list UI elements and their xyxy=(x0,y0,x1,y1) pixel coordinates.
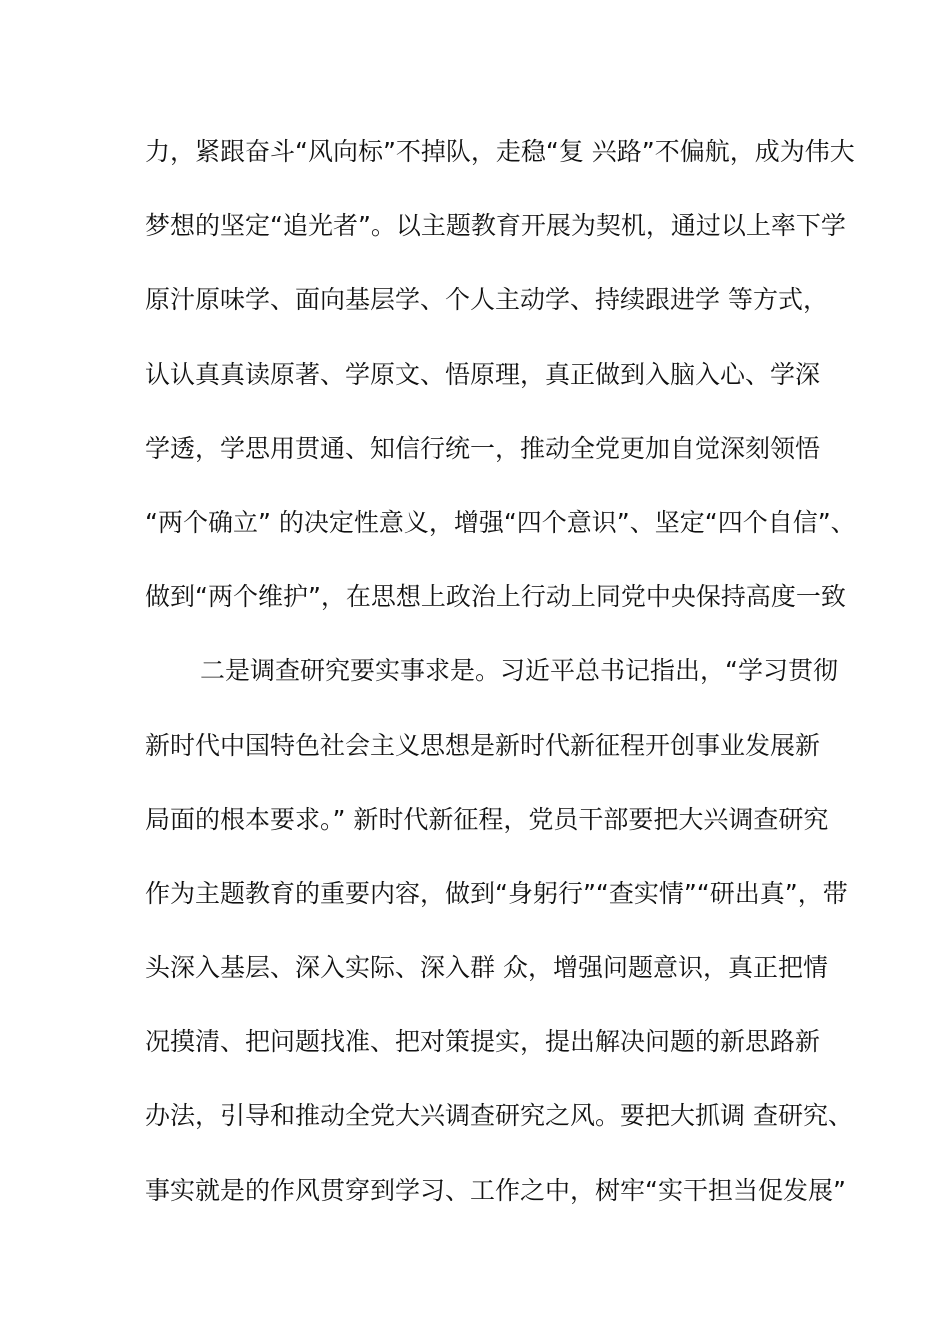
text-line: “两个确立” 的决定性意义，增强“四个意识”、坚定“四个自信”、 xyxy=(145,507,856,537)
text-line: 况摸清、把问题找准、把对策提实，提出解决问题的新思路新 xyxy=(145,1027,821,1057)
text-line: 学透，学思用贯通、知信行统一，推动全党更加自觉深刻领悟 xyxy=(145,433,821,463)
text-line: 办法，引导和推动全党大兴调查研究之风。要把大抓调 查研究、 xyxy=(145,1101,853,1131)
text-line: 头深入基层、深入实际、深入群 众，增强问题意识，真正把情 xyxy=(145,953,828,983)
text-line: 做到“两个维护”，在思想上政治上行动上同党中央保持高度一致 xyxy=(145,582,846,612)
text-line: 新时代中国特色社会主义思想是新时代新征程开创事业发展新 xyxy=(145,730,821,760)
text-line: 局面的根本要求。” 新时代新征程，党员干部要把大兴调查研究 xyxy=(145,804,829,834)
text-line: 认认真真读原著、学原文、悟原理，真正做到入脑入心、学深 xyxy=(145,359,821,389)
paragraph-start-line: 二是调查研究要实事求是。习近平总书记指出，“学习贯彻 xyxy=(200,656,838,686)
text-line: 原汁原味学、面向基层学、个人主动学、持续跟进学 等方式， xyxy=(145,285,828,315)
text-line: 力，紧跟奋斗“风向标”不掉队，走稳“复 兴路”不偏航，成为伟大 xyxy=(145,137,855,166)
text-line: 事实就是的作风贯穿到学习、工作之中，树牢“实干担当促发展” xyxy=(145,1175,846,1205)
text-line: 梦想的坚定“追光者”。以主题教育开展为契机，通过以上率下学 xyxy=(145,211,846,241)
text-line: 作为主题教育的重要内容，做到“身躬行”“查实情”“研出真”，带 xyxy=(145,878,848,908)
body-text xyxy=(145,128,856,1241)
